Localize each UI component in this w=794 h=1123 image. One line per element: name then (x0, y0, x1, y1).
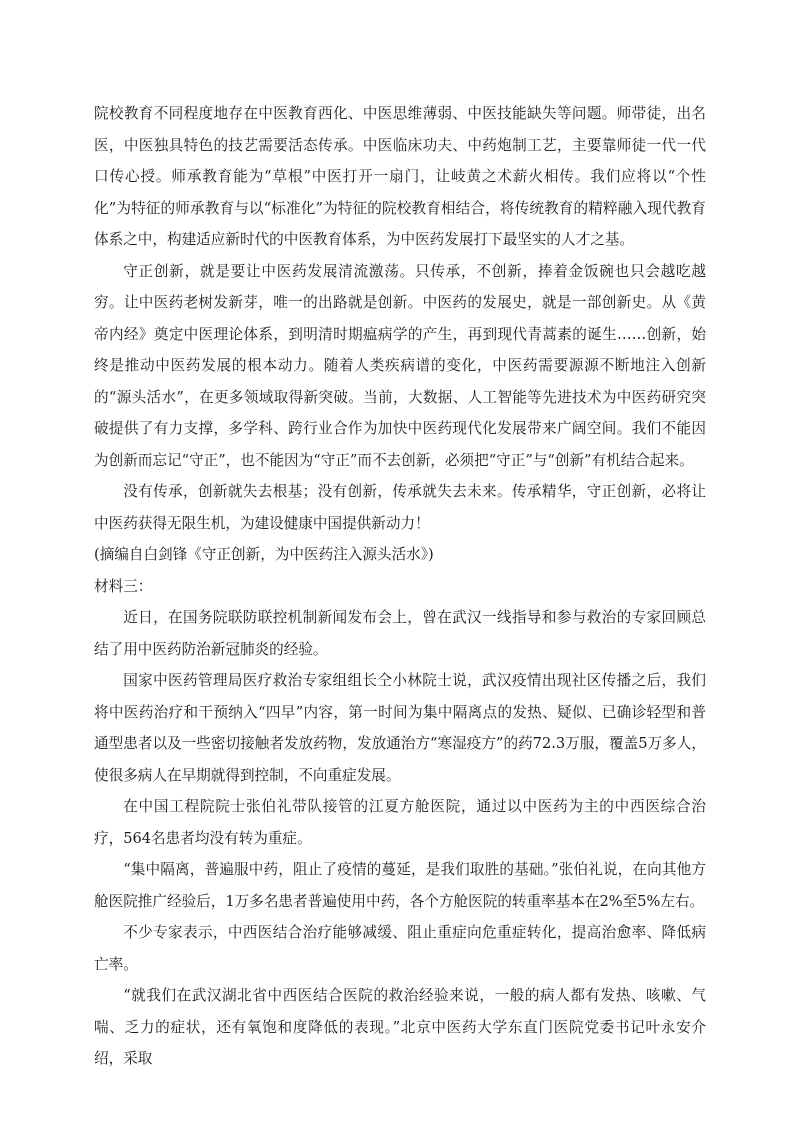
source-citation: (摘编自白剑锋《守正创新，为中医药注入源头活水》) (94, 546, 434, 563)
paragraph-education: 院校教育不同程度地存在中医教育西化、中医思维薄弱、中医技能缺失等问题。师带徒，出名医，中医独具特色的技艺需要活态传承。中医临床功夫、中药炮制工艺，主要靠师徒一代一代口传心授。师承教育能为“草根”中医打开一扇门，让岐黄之术薪火相传。我们应将以“个性化”为特征的师承教育与以“标准化”为特征的院校教育相结合，将传统教育的精粹融入现代教育体系之中，构建适应新时代的中医教育体系，为中医药发展打下最坚实的人才之基。 (94, 105, 706, 248)
paragraph-conclusion: 没有传承，创新就失去根基；没有创新，传承就失去未来。传承精华，守正创新，必将让中医药获得无限生机，为建设健康中国提供新动力！ (94, 483, 706, 532)
paragraph-innovation: 守正创新，就是要让中医药发展清流激荡。只传承，不创新，捧着金饭碗也只会越吃越穷。让中医药老树发新芽，唯一的出路就是创新。中医药的发展史，就是一部创新史。从《黄帝内经》奠定中医理论体系，到明清时期瘟病学的产生，再到现代青蒿素的诞生……创新，始终是推动中医药发展的根本动力。随着人类疾病谱的变化，中医药需要源源不断地注入创新的“源头活水”，在更多领域取得新突破。当前，大数据、人工智能等先进技术为中医药研究突破提供了有力支撑，多学科、跨行业合作为加快中医药现代化发展带来广阔空间。我们不能因为创新而忘记“守正”，也不能因为“守正”而不去创新，必须把“守正”与“创新”有机结合起来。 (94, 262, 706, 469)
paragraph-tong-xiaolin: 国家中医药管理局医疗救治专家组组长仝小林院士说，武汉疫情出现社区传播之后，我们将中医药治疗和干预纳入“四早”内容，第一时间为集中隔离点的发热、疑似、已确诊轻型和普通型患者以及一些密切接触者发放药物，发放通治方“寒湿疫方”的药72.3万服，覆盖5万多人，使很多病人在早期就得到控制，不向重症发展。 (94, 672, 706, 784)
paragraph-experts: 不少专家表示，中西医结合治疗能够减缓、阻止重症向危重症转化，提高治愈率、降低病亡率。 (94, 924, 706, 973)
paragraph-zhang-boli: 在中国工程院院士张伯礼带队接管的江夏方舱医院，通过以中医药为主的中西医综合治疗，564名患者均没有转为重症。 (94, 798, 706, 847)
paragraph-quote-zhang: “集中隔离，普遍服中药，阻止了疫情的蔓延，是我们取胜的基础。”张伯礼说，在向其他方舱医院推广经验后，1万多名患者普遍使用中药，各个方舱医院的转重率基本在2%至5%左右。 (94, 861, 706, 910)
paragraph-quote-ye: “就我们在武汉湖北省中西医结合医院的救治经验来说，一般的病人都有发热、咳嗽、气喘、乏力的症状，还有氧饱和度降低的表现。”北京中医药大学东直门医院党委书记叶永安介绍，采取 (94, 987, 706, 1067)
document-body (94, 98, 706, 1075)
paragraph-press-conference: 近日，在国务院联防联控机制新闻发布会上，曾在武汉一线指导和参与救治的专家回顾总结了用中医药防治新冠肺炎的经验。 (94, 609, 706, 658)
material-three-heading: 材料三： (94, 577, 153, 595)
